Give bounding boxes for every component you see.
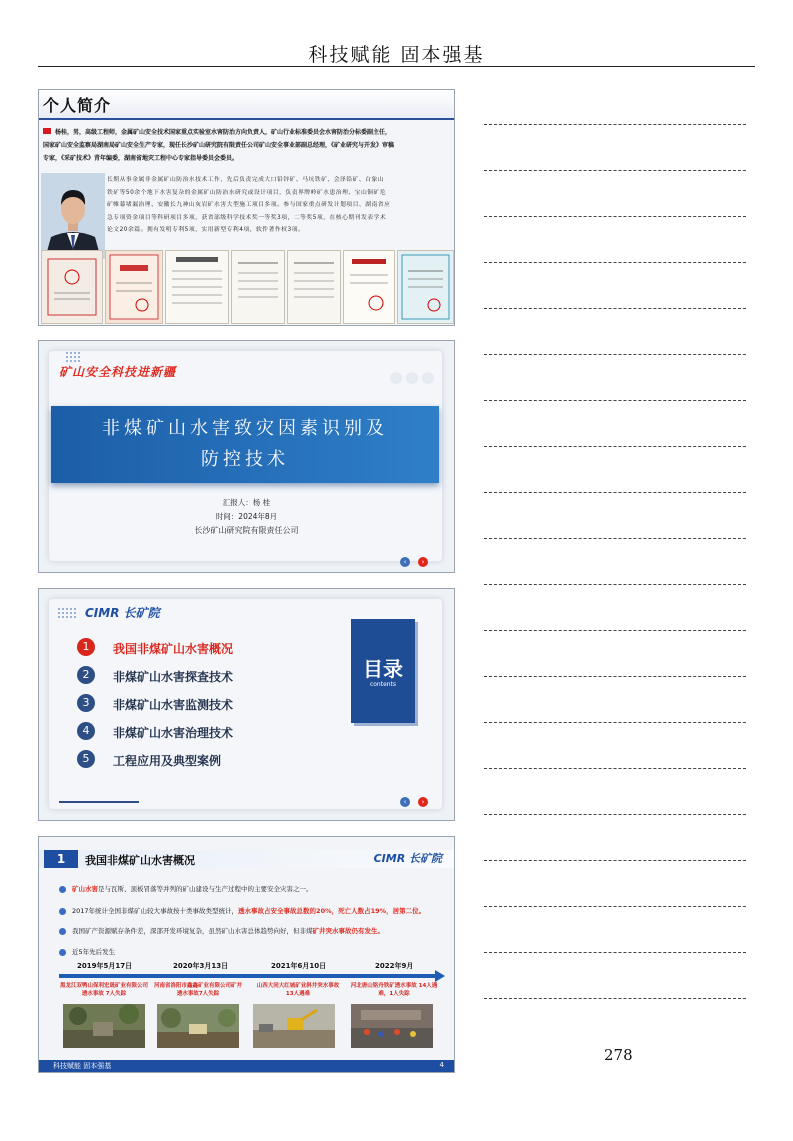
intro-line: 国家矿山安全监察局湖南局矿山安全生产专家，现任长沙矿山研究院有限责任公司矿山安全事业部副总经理，《矿业研究与开发》审稿 [43, 142, 395, 149]
timeline-bar [59, 974, 437, 978]
note-line [484, 722, 746, 723]
certificate-image [41, 250, 103, 324]
note-line [484, 630, 746, 631]
slide1-intro [43, 126, 448, 165]
page-number: 278 [604, 1046, 633, 1064]
timeline-date: 2019年5月17日 [77, 962, 133, 970]
note-line [484, 492, 746, 493]
accident-photo [157, 1004, 239, 1048]
intro-line: 专家，《采矿技术》青年编委，湖南省地灾工程中心专家指导委员会委员。 [43, 155, 239, 162]
slide2-title-line1: 非煤矿山水害致灾因素识别及 [102, 418, 388, 439]
reporter-text: 汇报人：杨 桂 [222, 498, 271, 507]
accident-photo [253, 1004, 335, 1048]
body-line: 急专项资金项目等科研项目多项，获省部级科学技术奖一等奖3项，二等奖5项，在核心期刊发表学术 [107, 214, 387, 221]
slide4-footer [39, 1060, 454, 1072]
slide2-title-line2: 防控技术 [201, 449, 289, 470]
red-square-icon [43, 128, 51, 134]
toc-number: 3 [77, 694, 95, 712]
toc-number: 5 [77, 750, 95, 768]
slide1-body [107, 174, 447, 237]
toc-number: 4 [77, 722, 95, 740]
toc-number: 2 [77, 666, 95, 684]
toc-label: 工程应用及典型案例 [113, 754, 222, 768]
bullet-icon [59, 908, 66, 915]
circle-decoration [389, 371, 439, 385]
note-line [484, 124, 746, 125]
timeline-event: 河南省洛阳市鑫鑫矿业有限公司矿井透水事故7人失踪 [153, 983, 242, 997]
next-icon[interactable]: › [418, 557, 428, 567]
certificate-image [343, 250, 395, 324]
bullet-text: 是与瓦斯、顶板冒落等并列的矿山建设与生产过程中的主要安全灾害之一。 [98, 885, 313, 893]
slide2-brand: 矿山安全科技进新疆 [59, 365, 177, 379]
timeline-event: 山西大同大红城矿业斜井突水事故 13人遇难 [256, 983, 340, 997]
contents-box [351, 619, 415, 723]
bullet-icon [59, 949, 66, 956]
toc-item[interactable] [77, 666, 317, 686]
intro-line: 杨桂，男，高级工程师，金属矿山安全技术国家重点实验室水害防治方向负责人，矿山行业标准委员会水害防治分标委副主任， [55, 129, 392, 136]
certificate-strip [41, 250, 452, 322]
toc-item[interactable] [77, 750, 317, 770]
underline-decoration [59, 801, 139, 803]
bullet-text: 2017年统计全国非煤矿山较大事故按十类事故类型统计， [72, 907, 239, 915]
note-line [484, 446, 746, 447]
bullet-4 [59, 947, 115, 956]
note-line [484, 906, 746, 907]
section-title: 我国非煤矿山水害概况 [85, 854, 195, 867]
timeline-arrow-icon [435, 970, 445, 982]
bullet-highlight: 矿山水害 [72, 885, 98, 893]
note-line [484, 998, 746, 999]
dot-grid-decoration [57, 607, 79, 621]
note-line [484, 860, 746, 861]
note-line [484, 768, 746, 769]
timeline-date: 2021年6月10日 [271, 962, 327, 970]
bullet-text: 近5年先后发生 [72, 948, 116, 956]
bullet-highlight: 矿井突水事故仍有发生。 [312, 927, 384, 935]
footer-text: 科技赋能 固本强基 [53, 1062, 112, 1070]
toc-label: 我国非煤矿山水害概况 [113, 642, 234, 656]
contents-subtitle: contents [369, 681, 397, 688]
section-number: 1 [44, 850, 78, 868]
note-line [484, 308, 746, 309]
accident-photo [63, 1004, 145, 1048]
toc-number: 1 [77, 638, 95, 656]
bullet-3 [59, 926, 384, 935]
bullet-highlight: 透水事故占安全事故总数的20%，死亡人数占19%，居第二位。 [238, 907, 426, 915]
note-line [484, 262, 746, 263]
slide2-nav [400, 557, 432, 569]
body-line: 铁矿等50余个地下水害复杂的金属矿山防治水研究或设计项目，负责界牌岭矿水患治理、宝山铜矿危 [107, 189, 387, 196]
slide-personal-intro [38, 89, 455, 326]
slide-contents [38, 588, 455, 821]
company-text: 长沙矿山研究院有限责任公司 [194, 526, 299, 535]
slide3-nav [400, 797, 432, 809]
body-line: 论文20余篇。拥有发明专利5项，实用新型专利4项，软件著作权3项。 [107, 227, 305, 233]
bullet-1 [59, 884, 313, 893]
contents-title: 目录 [363, 657, 403, 681]
bullet-icon [59, 886, 66, 893]
toc-item[interactable] [77, 694, 317, 714]
next-icon[interactable]: › [418, 797, 428, 807]
note-line [484, 216, 746, 217]
slide1-heading: 个人简介 [43, 96, 112, 115]
portrait-photo [41, 173, 105, 259]
toc-label: 非煤矿山水害治理技术 [113, 726, 234, 740]
bullet-text: 我国矿产资源赋存条件差，深部开发环境复杂，虽然矿山水害总体趋势向好，但非煤 [72, 927, 313, 935]
toc-label: 非煤矿山水害探查技术 [113, 670, 234, 684]
toc-item[interactable] [77, 722, 317, 742]
note-line [484, 676, 746, 677]
note-line [484, 400, 746, 401]
toc-label: 非煤矿山水害监测技术 [113, 698, 234, 712]
certificate-image [397, 250, 454, 324]
note-line [484, 354, 746, 355]
slide2-title-banner [51, 406, 439, 483]
prev-icon[interactable]: ‹ [400, 557, 410, 567]
cimr-logo: CIMR 长矿院 [373, 852, 442, 865]
footer-page-number: 4 [439, 1061, 444, 1069]
cimr-logo: CIMR 长矿院 [85, 606, 160, 620]
body-line: 长期从事金属非金属矿山防治水技术工作，先后负责完成大口铅锌矿、马坑铁矿、会泽铅矿、白象山 [107, 177, 385, 183]
timeline-event: 河北唐山铭舟铁矿透水事故 14人遇难，1人失踪 [350, 983, 438, 997]
bullet-icon [59, 928, 66, 935]
timeline-date: 2020年3月13日 [173, 962, 229, 970]
bullet-2 [59, 906, 425, 915]
certificate-image [165, 250, 229, 324]
timeline-event: 黑龙江双鸭山保利宏晟矿业有限公司透水事故 7人失踪 [59, 983, 148, 997]
accident-photo [351, 1004, 433, 1048]
timeline-date: 2022年9月 [375, 962, 414, 970]
header-rule [38, 66, 755, 67]
slide-overview [38, 836, 455, 1073]
note-line [484, 814, 746, 815]
note-line [484, 952, 746, 953]
note-line [484, 584, 746, 585]
slide1-heading-bar [39, 90, 454, 120]
toc-item[interactable] [77, 638, 317, 658]
certificate-image [287, 250, 341, 324]
slide-title [38, 340, 455, 573]
prev-icon[interactable]: ‹ [400, 797, 410, 807]
certificate-image [231, 250, 285, 324]
certificate-image [105, 250, 163, 324]
date-text: 时间：2024年8月 [215, 512, 278, 521]
note-line [484, 538, 746, 539]
note-line [484, 170, 746, 171]
body-line: 矿帷幕堵漏治理、安徽长九神山灰岩矿水害大型施工项目多项。参与国家重点研发计划项目、湖南省应 [107, 202, 391, 208]
page-header-title: 科技赋能 固本强基 [308, 44, 485, 66]
